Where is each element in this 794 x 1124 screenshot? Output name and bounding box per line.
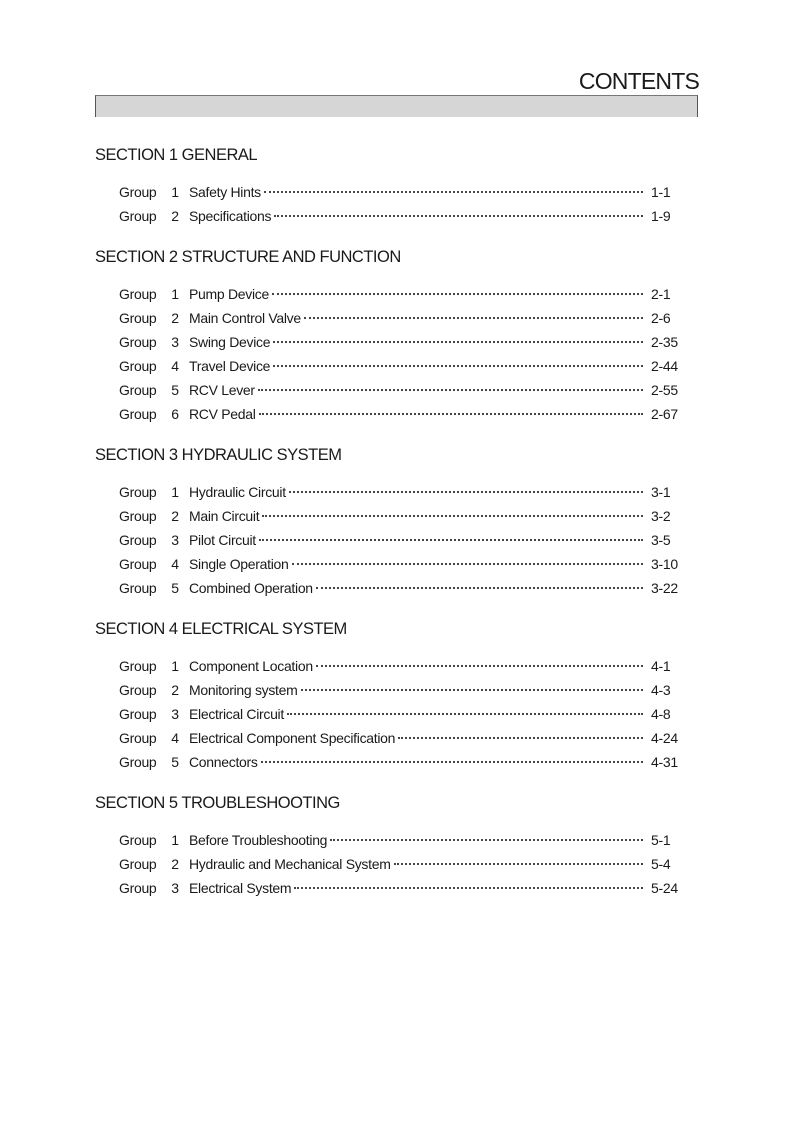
group-number: 5 — [171, 580, 179, 596]
page-number: 2-1 — [651, 286, 671, 302]
toc-entry[interactable] — [95, 726, 681, 750]
toc-entry[interactable] — [95, 552, 681, 576]
page-number: 4-1 — [651, 658, 671, 674]
group-label: Group — [119, 184, 157, 200]
group-label: Group — [119, 658, 157, 674]
group-number: 1 — [171, 286, 179, 302]
page-number: 2-67 — [651, 406, 678, 422]
group-number: 2 — [171, 208, 179, 224]
dot-leader — [287, 713, 643, 715]
dot-leader — [330, 839, 643, 841]
toc-entry[interactable] — [95, 528, 681, 552]
group-label: Group — [119, 334, 157, 350]
group-title: Specifications — [189, 208, 272, 224]
group-label: Group — [119, 682, 157, 698]
toc-entry[interactable] — [95, 828, 681, 852]
dot-leader — [398, 737, 643, 739]
section-heading: SECTION 4 ELECTRICAL SYSTEM — [95, 620, 347, 638]
group-label: Group — [119, 286, 157, 302]
group-title: Travel Device — [189, 358, 271, 374]
table-of-contents — [95, 143, 681, 917]
group-label: Group — [119, 832, 157, 848]
group-title: Component Location — [189, 658, 313, 674]
group-number: 3 — [171, 334, 179, 350]
dot-leader — [274, 215, 643, 217]
group-number: 5 — [171, 754, 179, 770]
page-number: 4-31 — [651, 754, 678, 770]
group-number: 1 — [171, 484, 179, 500]
group-label: Group — [119, 310, 157, 326]
title-bar — [95, 95, 698, 117]
page-number: 2-6 — [651, 310, 671, 326]
toc-entry[interactable] — [95, 378, 681, 402]
dot-leader — [273, 365, 643, 367]
group-number: 4 — [171, 556, 179, 572]
toc-entry[interactable] — [95, 750, 681, 774]
dot-leader — [294, 887, 643, 889]
toc-entry[interactable] — [95, 354, 681, 378]
group-label: Group — [119, 556, 157, 572]
group-number: 2 — [171, 682, 179, 698]
toc-entry[interactable] — [95, 702, 681, 726]
dot-leader — [261, 761, 643, 763]
toc-entry[interactable] — [95, 504, 681, 528]
toc-entry[interactable] — [95, 180, 681, 204]
dot-leader — [272, 293, 643, 295]
dot-leader — [262, 515, 643, 517]
toc-entry[interactable] — [95, 330, 681, 354]
dot-leader — [264, 191, 643, 193]
toc-entry[interactable] — [95, 576, 681, 600]
toc-section — [95, 443, 681, 600]
group-title: Single Operation — [189, 556, 289, 572]
section-heading: SECTION 3 HYDRAULIC SYSTEM — [95, 446, 342, 464]
group-number: 3 — [171, 880, 179, 896]
group-label: Group — [119, 508, 157, 524]
group-number: 1 — [171, 658, 179, 674]
page-number: 3-22 — [651, 580, 678, 596]
page-number: 4-24 — [651, 730, 678, 746]
group-number: 4 — [171, 730, 179, 746]
group-number: 1 — [171, 184, 179, 200]
group-title: Pilot Circuit — [189, 532, 256, 548]
group-label: Group — [119, 208, 157, 224]
group-title: Combined Operation — [189, 580, 313, 596]
group-number: 2 — [171, 310, 179, 326]
toc-entry[interactable] — [95, 480, 681, 504]
dot-leader — [259, 539, 643, 541]
section-heading: SECTION 1 GENERAL — [95, 146, 258, 164]
dot-leader — [289, 491, 643, 493]
group-title: Swing Device — [189, 334, 271, 350]
group-number: 2 — [171, 508, 179, 524]
page-number: 4-8 — [651, 706, 671, 722]
page-number: 2-55 — [651, 382, 678, 398]
group-title: Monitoring system — [189, 682, 298, 698]
page-number: 3-1 — [651, 484, 671, 500]
section-heading: SECTION 2 STRUCTURE AND FUNCTION — [95, 248, 401, 266]
page-number: 2-44 — [651, 358, 678, 374]
group-title: Before Troubleshooting — [189, 832, 328, 848]
group-number: 6 — [171, 406, 179, 422]
group-number: 1 — [171, 832, 179, 848]
page-number: 5-1 — [651, 832, 671, 848]
group-number: 2 — [171, 856, 179, 872]
toc-entry[interactable] — [95, 306, 681, 330]
toc-section — [95, 617, 681, 774]
group-number: 3 — [171, 532, 179, 548]
group-label: Group — [119, 754, 157, 770]
dot-leader — [316, 665, 643, 667]
toc-section — [95, 143, 681, 228]
dot-leader — [273, 341, 643, 343]
group-title: RCV Lever — [189, 382, 255, 398]
page-number: 5-4 — [651, 856, 671, 872]
toc-entry[interactable] — [95, 852, 681, 876]
toc-section — [95, 245, 681, 426]
dot-leader — [304, 317, 643, 319]
group-title: Main Control Valve — [189, 310, 301, 326]
dot-leader — [259, 413, 643, 415]
toc-entry[interactable] — [95, 654, 681, 678]
toc-entry[interactable] — [95, 876, 681, 900]
group-label: Group — [119, 358, 157, 374]
group-title: Main Circuit — [189, 508, 260, 524]
toc-entry[interactable] — [95, 282, 681, 306]
page-number: 3-10 — [651, 556, 678, 572]
page-title: CONTENTS — [578, 68, 699, 94]
group-number: 3 — [171, 706, 179, 722]
dot-leader — [394, 863, 643, 865]
group-title: Connectors — [189, 754, 258, 770]
page-number: 4-3 — [651, 682, 671, 698]
group-number: 5 — [171, 382, 179, 398]
dot-leader — [301, 689, 644, 691]
group-title: Pump Device — [189, 286, 269, 302]
page-number: 5-24 — [651, 880, 678, 896]
group-label: Group — [119, 880, 157, 896]
page-number: 1-1 — [651, 184, 671, 200]
page-number: 3-5 — [651, 532, 671, 548]
group-title: Hydraulic and Mechanical System — [189, 856, 391, 872]
group-label: Group — [119, 532, 157, 548]
group-label: Group — [119, 406, 157, 422]
dot-leader — [258, 389, 643, 391]
section-heading: SECTION 5 TROUBLESHOOTING — [95, 794, 340, 812]
toc-entry[interactable] — [95, 204, 681, 228]
group-label: Group — [119, 382, 157, 398]
page-number: 1-9 — [651, 208, 671, 224]
group-label: Group — [119, 484, 157, 500]
dot-leader — [292, 563, 644, 565]
group-number: 4 — [171, 358, 179, 374]
dot-leader — [316, 587, 643, 589]
group-label: Group — [119, 856, 157, 872]
group-title: RCV Pedal — [189, 406, 256, 422]
group-label: Group — [119, 580, 157, 596]
group-label: Group — [119, 706, 157, 722]
toc-entry[interactable] — [95, 678, 681, 702]
group-title: Electrical Circuit — [189, 706, 284, 722]
group-title: Electrical Component Specification — [189, 730, 396, 746]
group-title: Electrical System — [189, 880, 292, 896]
toc-entry[interactable] — [95, 402, 681, 426]
page-number: 3-2 — [651, 508, 671, 524]
group-title: Safety Hints — [189, 184, 261, 200]
page-number: 2-35 — [651, 334, 678, 350]
group-label: Group — [119, 730, 157, 746]
group-title: Hydraulic Circuit — [189, 484, 286, 500]
toc-section — [95, 791, 681, 900]
